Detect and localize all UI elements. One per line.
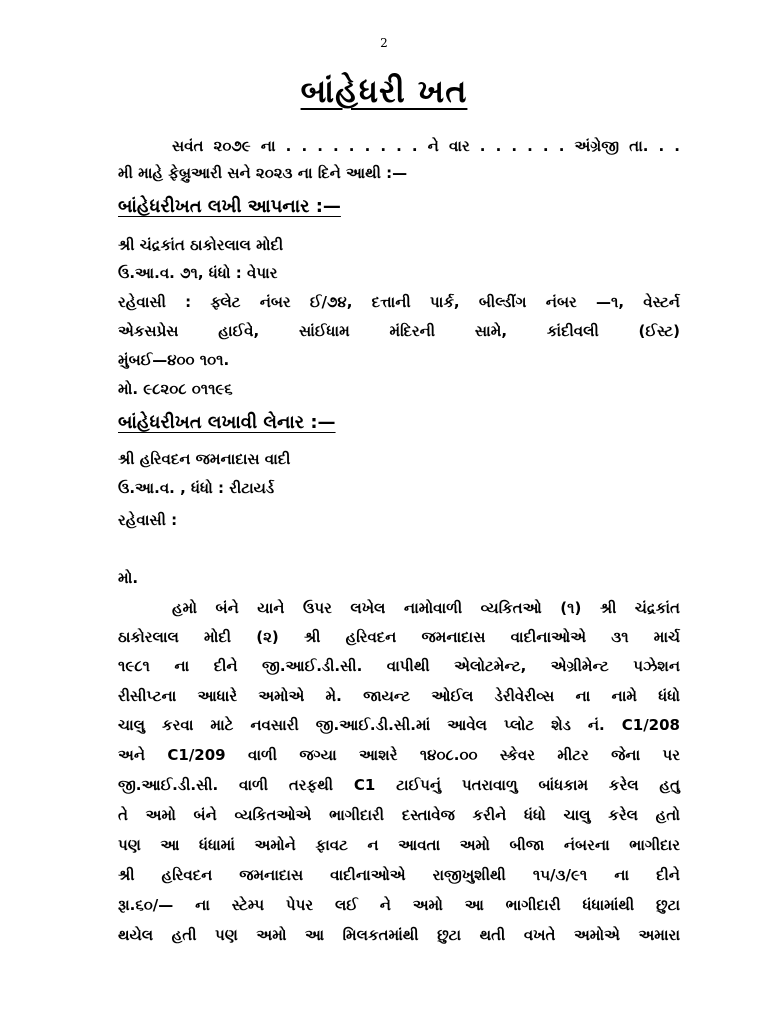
body-line-12: થયેલ હતી પણ અમો આ મિલકતમાંથી છુટા થતી વખતે અમોએ અમારા [118, 926, 680, 944]
intro-line-1: સવંત ૨૦૭૯ ના . . . . . . . . . ને વાર . . . . . . અંગ્રેજી તા. . . [172, 137, 680, 155]
giver-address-line-3: મુંબઈ—૪૦૦ ૧૦૧. [118, 351, 230, 369]
body-line-10: શ્રી હરિવદન જમનાદાસ વાદીનાઓએ રાજીખુશીથી ૧૫/૩/૯૧ ના દીને [118, 866, 680, 884]
receiver-age-occupation: ઉ.આ.વ. , ધંધો : રીટાયર્ડ [118, 479, 275, 497]
giver-heading: બાંહેધરીખત લખી આપનાર :— [118, 196, 341, 217]
giver-age-occupation: ઉ.આ.વ. ૭૧, ધંધો : વેપાર [118, 264, 278, 282]
receiver-address: રહેવાસી : [118, 511, 178, 529]
receiver-name: શ્રી હરિવદન જમનાદાસ વાદી [118, 450, 291, 468]
body-line-8: તે અમો બંને વ્યકિતઓએ ભાગીદારી દસ્તાવેજ કરીને ધંધો ચાલુ કરેલ હતો [118, 806, 680, 824]
body-line-1: હમો બંને યાને ઉપર લખેલ નામોવાળી વ્યકિતઓ (૧) શ્રી ચંદ્રકાંત [172, 599, 680, 617]
body-line-6: અને C1/209 વાળી જગ્યા આશરે ૧૪૦૮.૦૦ સ્કેવર મીટર જેના પર [118, 746, 680, 764]
body-line-7: જી.આઈ.ડી.સી. વાળી તરફથી C1 ટાઈપનું પતરાવાળુ બાંધકામ કરેલ હતુ [118, 776, 680, 794]
document-title: બાંહેધરી ખત [300, 72, 468, 110]
body-line-4: રીસીપ્ટના આધારે અમોએ મે. જાયન્ટ ઓઈલ ડેરીવેરીવ્સ ના નામે ધંધો [118, 687, 680, 705]
intro-line-2: મી માહે ફેબ્રુઆરી સને ૨૦૨૩ ના દિને આથી :— [118, 164, 408, 182]
body-line-9: પણ આ ધંધામાં અમોને ફાવટ ન આવતા અમો બીજા નંબરના ભાગીદાર [118, 836, 680, 854]
body-line-3: ૧૯૮૧ ના દીને જી.આઈ.ડી.સી. વાપીથી એલોટમેન્ટ, એગ્રીમેન્ટ પઝેશન [118, 657, 680, 675]
receiver-mobile: મો. [118, 569, 139, 587]
page-number: 2 [380, 36, 388, 50]
giver-address-line-1: રહેવાસી : ફ્લેટ નંબર ઈ/૭૪, દત્તાની પાર્ક, બીલ્ડીંગ નંબર —૧, વેસ્ટર્ન [118, 293, 680, 311]
giver-name: શ્રી ચંદ્રકાંત ઠાકોરલાલ મોદી [118, 236, 284, 254]
giver-address-line-2: એકસપ્રેસ હાઈવે, સાંઈધામ મંદિરની સામે, કાંદીવલી (ઈસ્ટ) [118, 322, 680, 340]
body-line-2: ઠાકોરલાલ મોદી (૨) શ્રી હરિવદન જમનાદાસ વાદીનાઓએ ૩૧ માર્ચ [118, 628, 680, 646]
giver-mobile: મો. ૯૮૨૦૮ ૦૧૧૯૬ [118, 380, 233, 398]
body-line-5: ચાલુ કરવા માટે નવસારી જી.આઈ.ડી.સી.માં આવેલ પ્લોટ શેડ નં. C1/208 [118, 716, 680, 734]
receiver-heading: બાંહેધરીખત લખાવી લેનાર :— [118, 412, 336, 433]
body-line-11: રૂા.૬૦/— ના સ્ટેમ્પ પેપર લઈ ને અમો આ ભાગીદારી ધંધામાંથી છુટા [118, 896, 680, 914]
